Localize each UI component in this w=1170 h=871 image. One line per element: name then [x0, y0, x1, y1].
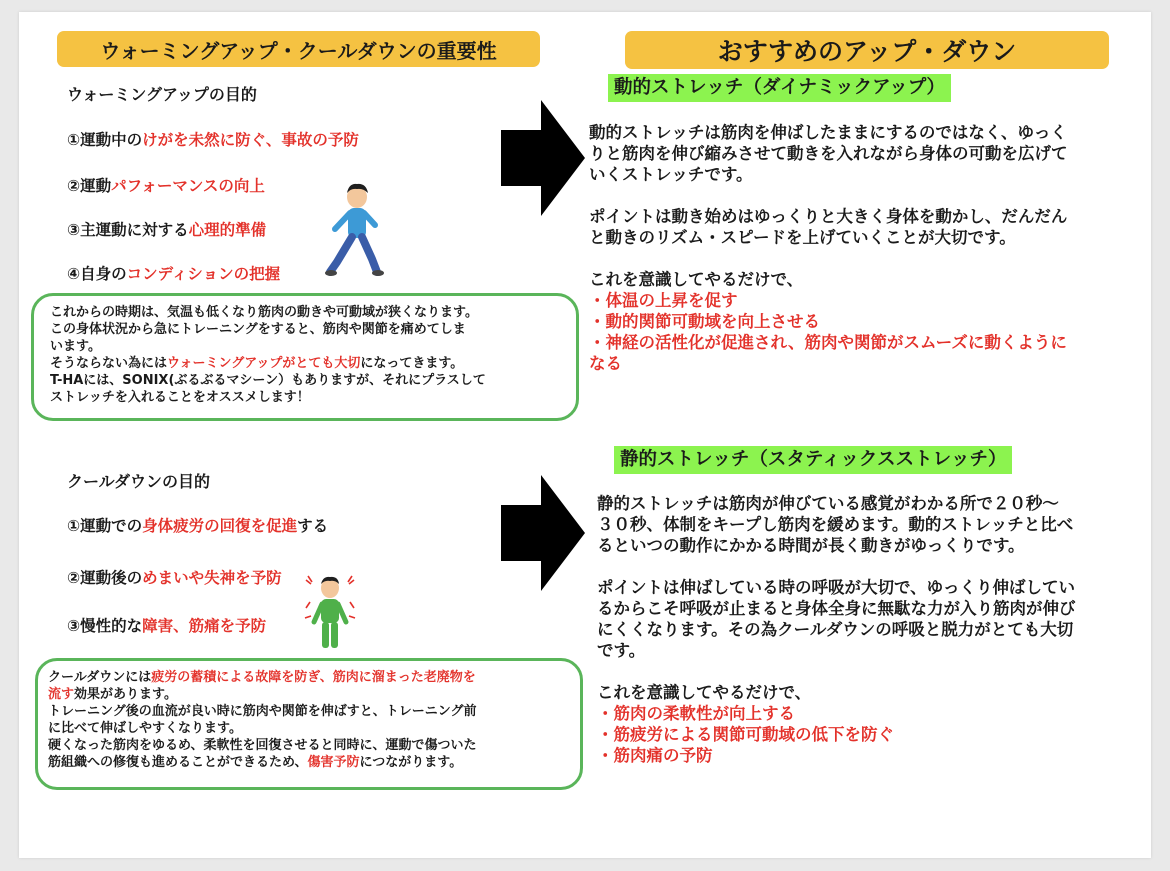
cooldown-item-highlight: めまいや失神を予防 — [142, 569, 282, 587]
warmup-item — [67, 218, 266, 240]
warmup-item — [67, 262, 280, 284]
warmup-box-line — [50, 355, 566, 372]
cooldown-box-text: につながります。 — [359, 755, 463, 770]
static-p1-line: るといつの動作にかかる時間が長く動きがゆっくりです。 — [597, 536, 1025, 555]
stretching-person-icon — [327, 177, 387, 277]
arrow-right-icon — [501, 100, 585, 216]
dynamic-bullet: ・神経の活性化が促進され、筋肉や関節がスムーズに動くように — [589, 333, 1067, 352]
static-p2-line: るからこそ呼吸が止まると身体全身に無駄な力が入り筋肉が伸び — [597, 599, 1076, 618]
right-banner: おすすめのアップ・ダウン — [625, 31, 1109, 69]
cooldown-box-line: トレーニング後の血流が良い時に筋肉や関節を伸ばすと、トレーニング前 — [48, 704, 477, 719]
dizzy-person-icon — [302, 572, 358, 652]
cooldown-item-highlight: 身体疲労の回復を促進 — [142, 517, 298, 535]
warmup-item-text: ②運動 — [67, 177, 112, 195]
dynamic-lead: これを意識してやるだけで、 — [589, 270, 804, 289]
cooldown-item — [67, 614, 266, 636]
static-stretch-body — [597, 493, 1149, 766]
cooldown-box-line: に比べて伸ばしやすくなります。 — [48, 721, 242, 736]
static-bullet: ・筋疲労による関節可動域の低下を防ぐ — [597, 725, 894, 744]
arrow-right-icon — [501, 475, 585, 591]
warmup-box-highlight: ウォーミングアップがとても大切 — [167, 356, 361, 371]
warmup-item-text: ①運動中の — [67, 131, 143, 149]
warmup-box-line: T-HAには、SONIX(ぶるぶるマシーン）もありますが、それにプラスして — [50, 373, 486, 388]
cooldown-box-text: 効果があります。 — [74, 687, 177, 702]
dynamic-p2-line: ポイントは動き始めはゆっくりと大きく身体を動かし、だんだん — [589, 207, 1068, 226]
warmup-box-line: ストレッチを入れることをオススメします！ — [50, 390, 310, 405]
static-p2-line: です。 — [597, 641, 646, 660]
cooldown-item-text: ①運動での — [67, 517, 143, 535]
cooldown-box-line — [48, 754, 576, 771]
cooldown-box-line — [48, 669, 576, 686]
static-p1-line: ３０秒、体制をキープし筋肉を緩めます。動的ストレッチと比べ — [597, 515, 1074, 534]
dynamic-bullet: なる — [589, 354, 622, 373]
static-p1-line: 静的ストレッチは筋肉が伸びている感覚がわかる所で２０秒～ — [597, 494, 1059, 513]
static-stretch-title: 静的ストレッチ（スタティックスストレッチ） — [614, 446, 1012, 474]
cooldown-purpose-title: クールダウンの目的 — [67, 472, 211, 491]
cooldown-info-box — [35, 658, 583, 790]
static-bullet: ・筋肉の柔軟性が向上する — [597, 704, 795, 723]
warmup-box-line: この身体状況から急にトレーニングをすると、筋肉や関節を痛めてしま — [50, 322, 466, 337]
warmup-item-highlight: コンディションの把握 — [126, 265, 281, 283]
warmup-item — [67, 128, 359, 150]
cooldown-box-highlight: 流す — [48, 687, 75, 702]
dynamic-bullet: ・体温の上昇を促す — [589, 291, 738, 310]
static-p2-line: ポイントは伸ばしている時の呼吸が大切で、ゆっくり伸ばしてい — [597, 578, 1076, 597]
cooldown-box-text: クールダウンには — [48, 670, 152, 685]
dynamic-p1-line: りと筋肉を伸び縮みさせて動きを入れながら身体の可動を広げて — [589, 144, 1068, 163]
cooldown-box-highlight: 疲労の蓄積による故障を防ぎ、筋肉に溜まった老廃物を — [151, 670, 476, 685]
static-p2-line: にくくなります。その為クールダウンの呼吸と脱力がとても大切 — [597, 620, 1074, 639]
dynamic-p1-line: いくストレッチです。 — [589, 165, 753, 184]
cooldown-box-highlight: 傷害予防 — [307, 755, 360, 770]
warmup-item-highlight: 心理的準備 — [188, 221, 267, 239]
warmup-item-highlight: パフォーマンスの向上 — [111, 177, 265, 195]
page — [19, 12, 1151, 858]
warmup-box-line: います。 — [50, 339, 101, 354]
warmup-item-text: ③主運動に対する — [67, 221, 189, 239]
warmup-box-text: になってきます。 — [360, 356, 464, 371]
dynamic-bullet: ・動的関節可動域を向上させる — [589, 312, 820, 331]
static-lead: これを意識してやるだけで、 — [597, 683, 812, 702]
warmup-item — [67, 174, 265, 196]
cooldown-box-line — [48, 686, 576, 703]
warmup-purpose-title: ウォーミングアップの目的 — [67, 85, 257, 104]
dynamic-p1-line: 動的ストレッチは筋肉を伸ばしたままにするのではなく、ゆっく — [589, 123, 1067, 142]
cooldown-item-text: ②運動後の — [67, 569, 143, 587]
cooldown-item-highlight: 障害、筋痛を予防 — [142, 617, 267, 635]
static-bullet: ・筋肉痛の予防 — [597, 746, 713, 765]
cooldown-item — [67, 566, 282, 588]
cooldown-item-text: ③慢性的な — [67, 617, 143, 635]
dynamic-p2-line: と動きのリズム・スピードを上げていくことが大切です。 — [589, 228, 1016, 247]
cooldown-item — [67, 514, 328, 536]
warmup-item-highlight: けがを未然に防ぐ、事故の予防 — [142, 131, 359, 149]
left-banner: ウォーミングアップ・クールダウンの重要性 — [57, 31, 540, 67]
cooldown-box-line: 硬くなった筋肉をゆるめ、柔軟性を回復させると同時に、運動で傷ついた — [48, 738, 477, 753]
cooldown-box-text: 筋組織への修復も進めることができるため、 — [48, 755, 308, 770]
dynamic-stretch-body — [589, 122, 1149, 374]
warmup-box-text: そうならない為には — [50, 356, 168, 371]
warmup-info-box — [31, 293, 579, 421]
dynamic-stretch-title: 動的ストレッチ（ダイナミックアップ） — [608, 74, 951, 102]
warmup-box-line: これからの時期は、気温も低くなり筋肉の動きや可動域が狭くなります。 — [50, 305, 478, 320]
warmup-item-text: ④自身の — [67, 265, 127, 283]
cooldown-item-text: する — [297, 517, 329, 535]
